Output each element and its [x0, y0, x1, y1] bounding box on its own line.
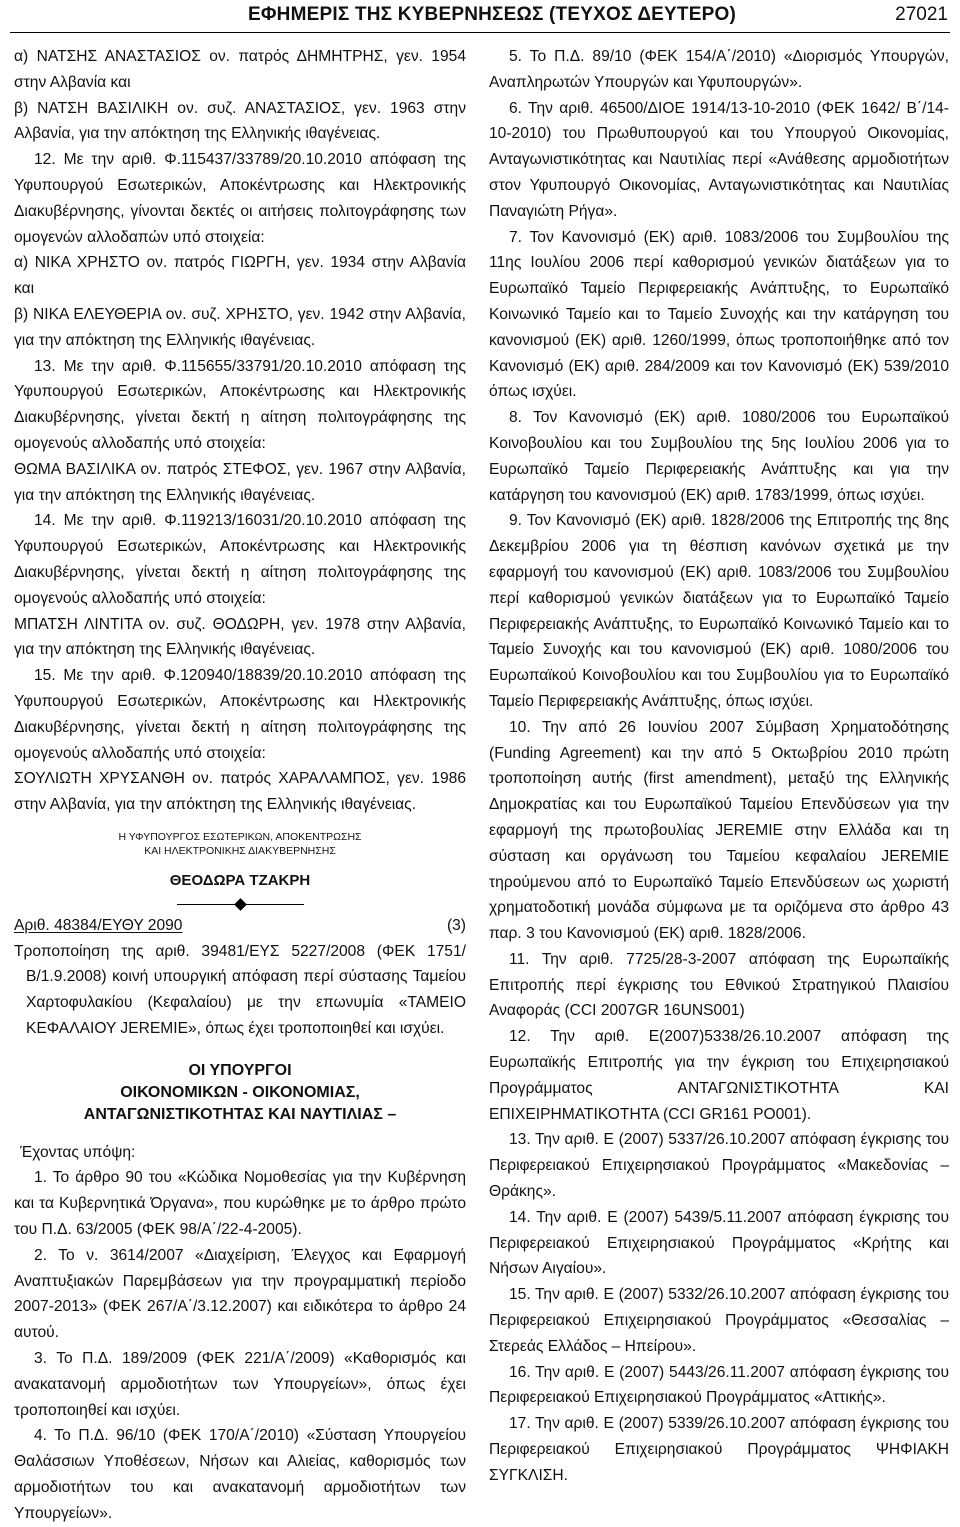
decision-item: 13. Με την αριθ. Φ.115655/33791/20.10.2010 απόφαση της Υφυπουργού Εσωτερικών, Αποκέντρωσης και Ηλεκτρονικής Διακυβέρνησης, γίνεται δεκτή η αίτηση πολιτογράφησης της ομογενούς αλλοδαπής υπό στοιχεία:	[14, 357, 466, 452]
person-entry: α) ΝΙΚΑ ΧΡΗΣΤΟ ον. πατρός ΓΙΩΡΓΗ, γεν. 1934 στην Αλβανία και	[14, 254, 466, 298]
signature-block	[14, 830, 466, 894]
consideration-item: 7. Τον Κανονισμό (ΕΚ) αριθ. 1083/2006 του Συμβουλίου της 11ης Ιουλίου 2006 περί καθορισμού γενικών διατάξεων για το Ευρωπαϊκό Ταμείο Περιφερειακής Ανάπτυξης, το Ευρωπαϊκό Κοινωνικό Ταμείο και το Ταμείο Συνοχής και την κατάργηση του κανονισμού (ΕΚ) αριθ. 1260/1999, όπως τροποποιήθηκε από τον Κανονισμό (ΕΚ) αριθ. 284/2009 και τον Κανονισμό (ΕΚ) 539/2010 όπως ισχύει.	[489, 228, 949, 401]
section-separator	[14, 900, 466, 909]
consideration-item: 10. Την από 26 Ιουνίου 2007 Σύμβαση Χρηματοδότησης (Funding Agreement) και την από 5 Οκτωβρίου 2010 πρώτη τροποποίηση αυτής (first amendment), μεταξύ της Ελληνικής Δημοκρατίας και του Ευρωπαϊκού Ταμείου Επενδύσεων για την εφαρμογή της πρωτοβουλίας JEREMIE στην Ελλάδα και τη σύσταση και οργάνωση του Ταμείου κεφαλαίου JEREMIE τηρούμενου από το Ευρωπαϊκό Ταμείο Επενδύσεων ως χωριστή χρηματοδοτική μονάδα σύμφωνα με τα οριζόμενα στο άρθρο 43 παρ. 3 του Κανονισμού (ΕΚ) αριθ. 1828/2006.	[489, 718, 949, 943]
considerations-intro: Έχοντας υπόψη:	[20, 1143, 136, 1161]
consideration-item: 11. Την αριθ. 7725/28-3-2007 απόφαση της Ευρωπαϊκής Επιτροπής περί έγκρισης του Εθνικού Στρατηγικού Πλαισίου Αναφοράς (CCI 2007GR 16UNS001)	[489, 950, 949, 1020]
consideration-item: 14. Την αριθ. Ε (2007) 5439/5.11.2007 απόφαση έγκρισης του Περιφερειακού Επιχειρησιακού Προγράμματος «Κρήτης και Νήσων Αιγαίου».	[489, 1208, 949, 1278]
consideration-item: 5. Το Π.Δ. 89/10 (ΦΕΚ 154/Α΄/2010) «Διορισμός Υπουργών, Αναπληρωτών Υπουργών και Υφυπουργών».	[489, 48, 949, 91]
consideration-item: 6. Την αριθ. 46500/ΔΙΟΕ 1914/13-10-2010 (ΦΕΚ 1642/ Β΄/14-10-2010) του Πρωθυπουργού και του Υπουργού Οικονομίας, Ανταγωνιστικότητας και Ναυτιλίας περί «Ανάθεσης αρμοδιοτήτων στον Υφυπουργό Οικονομίας, Ανταγωνιστικότητας και Ναυτιλίας Παναγιώτη Ρήγα».	[489, 99, 949, 220]
signatory-title: ΚΑΙ ΗΛΕΚΤΡΟΝΙΚΗΣ ΔΙΑΚΥΒΕΡΝΗΣΗΣ	[144, 844, 336, 857]
person-entry: ΣΟΥΛΙΩΤΗ ΧΡΥΣΑΝΘΗ ον. πατρός ΧΑΡΑΛΑΜΠΟΣ, γεν. 1986 στην Αλβανία, για την απόκτηση της Ελληνικής ιθαγένειας.	[14, 770, 466, 814]
decision-item: 15. Με την αριθ. Φ.120940/18839/20.10.2010 απόφαση της Υφυπουργού Εσωτερικών, Αποκέντρωσης και Ηλεκτρονικής Διακυβέρνησης, γίνεται δεκτή η αίτηση πολιτογράφησης της ομογενούς αλλοδαπής υπό στοιχεία:	[14, 667, 466, 762]
decision-number-row	[14, 913, 466, 939]
decision-sequence: (3)	[446, 916, 466, 934]
decision-subject: Τροποποίηση της αριθ. 39481/ΕΥΣ 5227/2008 (ΦΕΚ 1751/ Β/1.9.2008) κοινή υπουργική απόφαση περί σύστασης Ταμείου Χαρτοφυλακίου (Κεφαλαίου) με την επωνυμία «ΤΑΜΕΙΟ ΚΕΦΑΛΑΙΟΥ JEREMIE», όπως έχει τροποποιηθεί και ισχύει.	[14, 942, 466, 1037]
person-entry: ΘΩΜΑ ΒΑΣΙΛΙΚΑ ον. πατρός ΣΤΕΦΟΣ, γεν. 1967 στην Αλβανία, για την απόκτηση της Ελληνικής ιθαγένειας.	[14, 460, 466, 504]
ministers-heading: ΟΙΚΟΝΟΜΙΚΩΝ - ΟΙΚΟΝΟΜΙΑΣ,	[120, 1083, 360, 1101]
consideration-item: 2. Το ν. 3614/2007 «Διαχείριση, Έλεγχος και Εφαρμογή Αναπτυξιακών Παρεμβάσεων για την προγραμματική περίοδο 2007-2013» (ΦΕΚ 267/Α΄/3.12.2007) και ειδικότερα το άρθρο 24 αυτού.	[14, 1246, 466, 1342]
consideration-item: 12. Την αριθ. Ε(2007)5338/26.10.2007 απόφαση της Ευρωπαϊκής Επιτροπής για την έγκριση του Επιχειρησιακού Προγράμματος ΑΝΤΑΓΩΝΙΣΤΙΚΟΤΗΤΑ ΚΑΙ ΕΠΙΧΕΙΡΗΜΑΤΙΚΟΤΗΤΑ (CCI GR161 PO001).	[489, 1028, 949, 1123]
decision-number: Αριθ. 48384/ΕΥΘΥ 2090	[14, 916, 183, 934]
consideration-item: 9. Τον Κανονισμό (ΕΚ) αριθ. 1828/2006 της Επιτροπής της 8ης Δεκεμβρίου 2006 για τη θέσπιση κανόνων σχετικά με την εφαρμογή του κανονισμού (ΕΚ) αριθ. 1083/2006 του Συμβουλίου περί καθορισμού γενικών διατάξεων για το Ευρωπαϊκό Ταμείο Περιφερειακής Ανάπτυξης, το Ευρωπαϊκό Κοινωνικό Ταμείο και το Ταμείο Συνοχής και του κανονισμού (ΕΚ) αριθ. 1080/2006 του Ευρωπαϊκού Κοινοβουλίου και του Συμβουλίου για το Ευρωπαϊκό Ταμείο Περιφερειακής Ανάπτυξης, όπως ισχύει.	[489, 512, 949, 710]
page-number: 27021	[895, 4, 948, 25]
left-column	[14, 44, 466, 1527]
person-entry: ΜΠΑΤΣΗ ΛΙΝΤΙΤΑ ον. συζ. ΘΟΔΩΡΗ, γεν. 1978 στην Αλβανία, για την απόκτηση της Ελληνικής ιθαγένειας.	[14, 615, 466, 659]
consideration-item: 17. Την αριθ. Ε (2007) 5339/26.10.2007 απόφαση έγκρισης του Περιφερειακού Επιχειρησιακού Προγράμματος ΨΗΦΙΑΚΗ ΣΥΓΚΛΙΣΗ.	[489, 1415, 949, 1484]
decision-item: 12. Με την αριθ. Φ.115437/33789/20.10.2010 απόφαση της Υφυπουργού Εσωτερικών, Αποκέντρωσης και Ηλεκτρονικής Διακυβέρνησης, γίνονται δεκτές οι αιτήσεις πολιτογράφησης των ομογενών αλλοδαπών υπό στοιχεία:	[14, 151, 466, 246]
gazette-title: ΕΦΗΜΕΡΙΣ ΤΗΣ ΚΥΒΕΡΝΗΣΕΩΣ (ΤΕΥΧΟΣ ΔΕΥΤΕΡΟ)	[248, 4, 736, 25]
consideration-item: 16. Την αριθ. Ε (2007) 5443/26.11.2007 απόφαση έγκρισης του Περιφερειακού Επιχειρησιακού Προγράμματος «Αττικής».	[489, 1363, 949, 1407]
consideration-item: 13. Την αριθ. Ε (2007) 5337/26.10.2007 απόφαση έγκρισης του Περιφερειακού Επιχειρησιακού Προγράμματος «Μακεδονίας – Θράκης».	[489, 1131, 949, 1201]
page-header	[0, 0, 960, 34]
diamond-icon	[234, 898, 247, 911]
consideration-item: 1. Το άρθρο 90 του «Κώδικα Νομοθεσίας για την Κυβέρνηση και τα Κυβερνητικά Όργανα», που κυρώθηκε με το άρθρο πρώτο του Π.Δ. 63/2005 (ΦΕΚ 98/Α΄/22-4-2005).	[14, 1169, 466, 1239]
consideration-item: 4. Το Π.Δ. 96/10 (ΦΕΚ 170/Α΄/2010) «Σύσταση Υπουργείου Θαλάσσιων Υποθέσεων, Νήσων και Αλιείας, καθορισμός των αρμοδιοτήτων του και ανακατανομή αρμοδιοτήτων των Υπουργείων».	[14, 1427, 466, 1522]
person-entry: β) ΝΙΚΑ ΕΛΕΥΘΕΡΙΑ ον. συζ. ΧΡΗΣΤΟ, γεν. 1942 στην Αλβανία, για την απόκτηση της Ελληνικής ιθαγένειας.	[14, 305, 466, 349]
signatory-title: Η ΥΦΥΠΟΥΡΓΟΣ ΕΣΩΤΕΡΙΚΩΝ, ΑΠΟΚΕΝΤΡΩΣΗΣ	[118, 830, 362, 843]
consideration-item: 3. Το Π.Δ. 189/2009 (ΦΕΚ 221/Α΄/2009) «Καθορισμός και ανακατανομή αρμοδιοτήτων των Υπουργείων», όπως έχει τροποποιηθεί και ισχύει.	[14, 1350, 466, 1419]
right-column	[489, 44, 949, 1489]
intro-paragraph: α) ΝΑΤΣΗΣ ΑΝΑΣΤΑΣΙΟΣ ον. πατρός ΔΗΜΗΤΡΗΣ, γεν. 1954 στην Αλβανία και	[14, 48, 466, 91]
header-divider	[10, 32, 950, 33]
consideration-item: 15. Την αριθ. Ε (2007) 5332/26.10.2007 απόφαση έγκρισης του Περιφερειακού Επιχειρησιακού Προγράμματος «Θεσσαλίας – Στερεάς Ελλάδος – Ηπείρου».	[489, 1286, 949, 1355]
ministers-heading: ΟΙ ΥΠΟΥΡΓΟΙ	[188, 1061, 292, 1079]
signatory-name: ΘΕΟΔΩΡΑ ΤΖΑΚΡΗ	[169, 871, 311, 889]
decision-item: 14. Με την αριθ. Φ.119213/16031/20.10.2010 απόφαση της Υφυπουργού Εσωτερικών, Αποκέντρωσης και Ηλεκτρονικής Διακυβέρνησης, γίνεται δεκτή η αίτηση πολιτογράφησης της ομογενούς αλλοδαπής υπό στοιχεία:	[14, 512, 466, 607]
consideration-item: 8. Τον Κανονισμό (ΕΚ) αριθ. 1080/2006 του Ευρωπαϊκού Κοινοβουλίου και του Συμβουλίου της 5ης Ιουλίου 2006 για το Ευρωπαϊκό Ταμείο Περιφερειακής Ανάπτυξης και για την κατάργηση του κανονισμού (ΕΚ) αριθ. 1783/1999, όπως ισχύει.	[489, 409, 949, 504]
ministers-heading: ΑΝΤΑΓΩΝΙΣΤΙΚΟΤΗΤΑΣ ΚΑΙ ΝΑΥΤΙΛΙΑΣ –	[83, 1105, 397, 1123]
intro-paragraph: β) ΝΑΤΣΗ ΒΑΣΙΛΙΚΗ ον. συζ. ΑΝΑΣΤΑΣΙΟΣ, γεν. 1963 στην Αλβανία, για την απόκτηση της Ελληνικής ιθαγένειας.	[14, 99, 466, 143]
